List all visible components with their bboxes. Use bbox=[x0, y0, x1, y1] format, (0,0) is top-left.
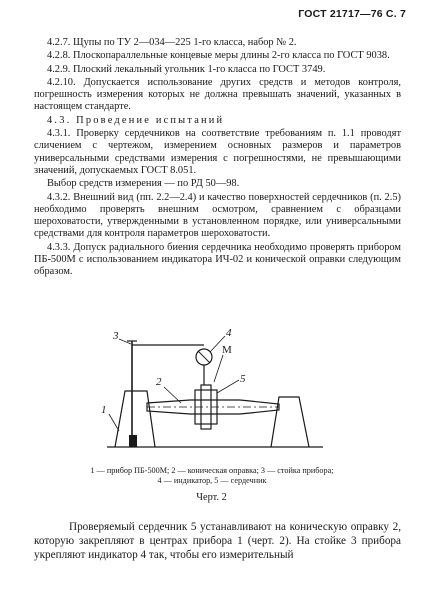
label-1: 1 bbox=[101, 404, 107, 416]
paragraph-4-2-10: 4.2.10. Допускается использование других средств и методов контроля, погрешность измерения которых не должна превышать значений, указанных в настоящем стандарте. bbox=[34, 76, 401, 113]
label-3: 3 bbox=[113, 330, 119, 342]
runout-test-drawing bbox=[95, 327, 335, 457]
bottom-text bbox=[34, 520, 401, 562]
paragraph-4-2-8: 4.2.8. Плоскопараллельные концевые меры длины 2-го класса по ГОСТ 9038. bbox=[47, 50, 390, 62]
paragraph-4-3-1: 4.3.1. Проверку сердечников на соответствие требованиям п. 1.1 проводят сличением с чертежом, измерением основных размеров и параметров универсальными средствами измерения с погрешностями, не превышающими значений, допускаемых ГОСТ 8.051. bbox=[34, 128, 401, 176]
leader-2 bbox=[164, 387, 181, 403]
paragraph-4-3-3: 4.3.3. Допуск радиального биения сердечника необходимо проверять прибором ПБ-500М с использованием индикатора ИЧ-02 и конической оправки следующим образом. bbox=[34, 241, 401, 278]
leader-M bbox=[214, 355, 223, 382]
right-tailstock bbox=[271, 397, 309, 447]
caption-line-2: 4 — индикатор, 5 — сердечник bbox=[157, 476, 267, 485]
label-M: М bbox=[222, 344, 232, 356]
figure-title: Черт. 2 bbox=[196, 492, 227, 503]
support-block bbox=[129, 435, 137, 447]
label-4: 4 bbox=[226, 327, 232, 339]
caption-line-1: 1 — прибор ПБ-500М; 2 — коническая оправка; 3 — стойка прибора; bbox=[90, 466, 334, 475]
leader-5 bbox=[217, 380, 239, 393]
paragraph-procedure: Проверяемый сердечник 5 устанавливают на коническую оправку 2, которую закрепляют в центрах прибора 1 (черт. 2). На стойке 3 прибора укрепляют индикатор 4 так, чтобы его измерительный bbox=[34, 521, 401, 561]
leader-1 bbox=[109, 414, 119, 431]
paragraph-4-3-2: 4.3.2. Внешний вид (пп. 2.2—2.4) и качество поверхностей сердечников (п. 2.5) необходимо проверять внешним осмотром, сравнением с образцами шероховатости, утвержденными в установленном порядке, или универсальными средствами для контроля параметров шероховатости. bbox=[34, 191, 401, 240]
indicator-needle bbox=[198, 351, 210, 363]
section-heading-4-3: 4.3. Проведение испытаний bbox=[47, 114, 225, 126]
page-header: ГОСТ 21717—76 С. 7 bbox=[298, 8, 406, 20]
label-5: 5 bbox=[240, 373, 246, 385]
label-2: 2 bbox=[156, 376, 162, 388]
figure-caption bbox=[57, 466, 367, 486]
paragraph-rd: Выбор средств измерения — по РД 50—98. bbox=[47, 178, 240, 190]
paragraph-4-2-9: 4.2.9. Плоский лекальный угольник 1-го класса по ГОСТ 3749. bbox=[47, 63, 326, 75]
body-text bbox=[34, 37, 401, 279]
paragraph-4-2-7: 4.2.7. Щупы по ТУ 2—034—225 1-го класса, набор № 2. bbox=[47, 37, 297, 48]
